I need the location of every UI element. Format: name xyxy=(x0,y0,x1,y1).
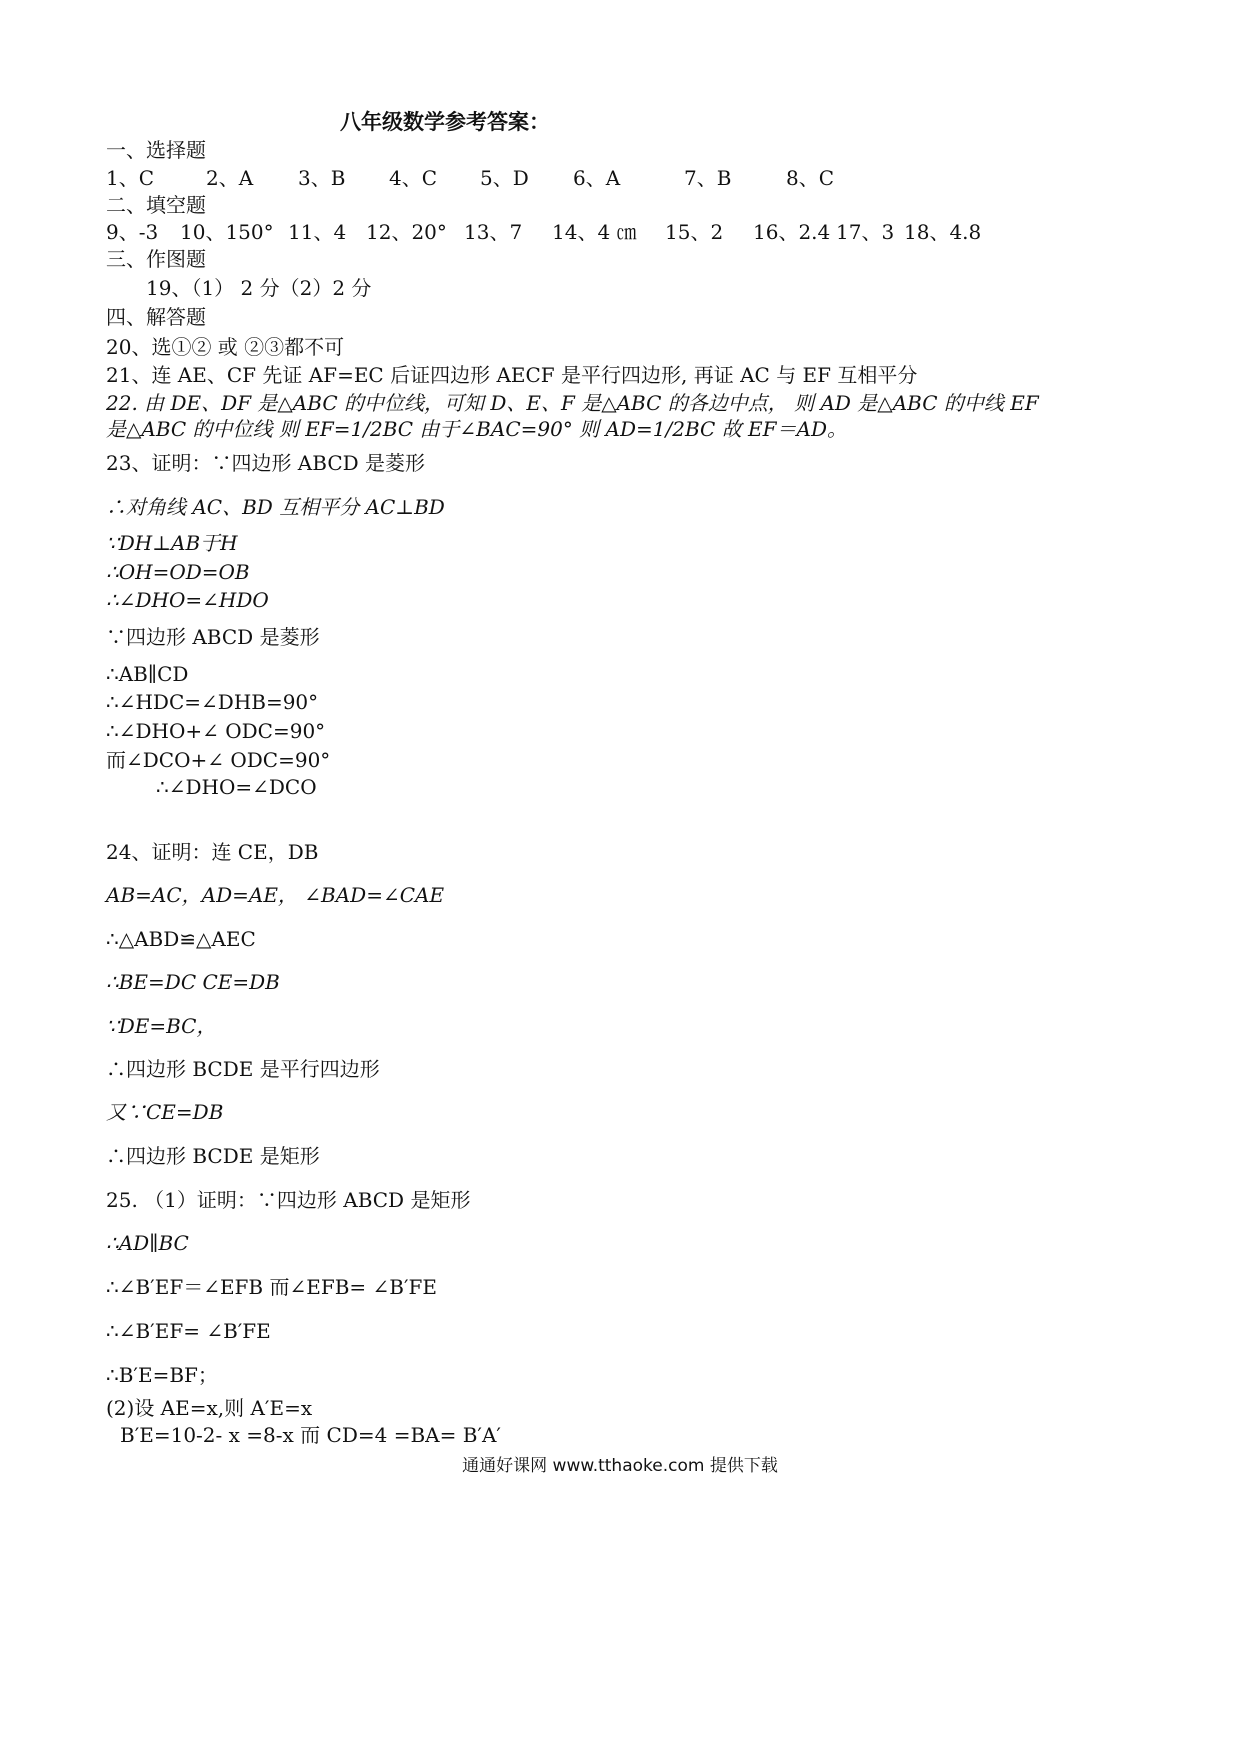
answer-13: 13、7 xyxy=(464,220,523,244)
proof-25-line: (2)设 AE=x,则 A′E=x xyxy=(106,1396,313,1420)
proof-23-line: 23、证明：∵四边形 ABCD 是菱形 xyxy=(106,451,426,475)
answer-3: 3、B xyxy=(298,166,346,190)
page-title: 八年级数学参考答案： xyxy=(340,109,550,134)
section-heading-solutions: 四、解答题 xyxy=(106,305,206,329)
answer-2: 2、A xyxy=(206,166,254,190)
page-footer: 通通好课网 www.tthaoke.com 提供下载 xyxy=(462,1456,778,1476)
proof-25-line: ∴∠B′EF＝∠EFB 而∠EFB= ∠B′FE xyxy=(106,1275,438,1299)
proof-25-line: 25. （1）证明：∵四边形 ABCD 是矩形 xyxy=(106,1188,471,1212)
answer-20: 20、选①② 或 ②③都不可 xyxy=(106,335,345,359)
answer-21: 21、连 AE、CF 先证 AF=EC 后证四边形 AECF 是平行四边形, 再证 AC 与 EF 互相平分 xyxy=(106,363,918,387)
answer-9: 9、-3 xyxy=(106,220,159,244)
proof-23-line: ∴OH=OD=OB xyxy=(106,560,250,584)
answer-17: 17、3 xyxy=(836,220,895,244)
answer-16: 16、2.4 xyxy=(753,220,831,244)
answer-22-line-2: 是△ABC 的中位线 则 EF=1/2BC 由于∠BAC=90° 则 AD=1/2BC 故 EF＝AD。 xyxy=(106,417,848,441)
proof-24-line: 又∵CE=DB xyxy=(106,1100,224,1124)
proof-23-line: ∴对角线 AC、BD 互相平分 AC⊥BD xyxy=(106,495,445,519)
proof-23-line: ∵四边形 ABCD 是菱形 xyxy=(106,625,320,649)
proof-24-line: 24、证明：连 CE，DB xyxy=(106,840,319,864)
answer-8: 8、C xyxy=(786,166,835,190)
answer-14: 14、4 ㎝ xyxy=(552,220,637,244)
proof-24-line: ∴BE=DC CE=DB xyxy=(106,970,280,994)
section-heading-choice: 一、选择题 xyxy=(106,138,206,162)
choice-answers-row xyxy=(0,166,1240,190)
proof-23-line: ∴∠DHO=∠HDO xyxy=(106,588,269,612)
answer-15: 15、2 xyxy=(665,220,724,244)
proof-23-line: ∴AB∥CD xyxy=(106,662,189,686)
proof-25-line: B′E=10-2- x =8-x 而 CD=4 =BA= B′A′ xyxy=(120,1423,501,1447)
proof-25-line: ∴AD∥BC xyxy=(106,1231,189,1255)
proof-24-line: ∵DE=BC， xyxy=(106,1014,217,1038)
answer-5: 5、D xyxy=(480,166,529,190)
answer-11: 11、4 xyxy=(288,220,347,244)
proof-23-line: ∴∠HDC=∠DHB=90° xyxy=(106,690,319,714)
answer-6: 6、A xyxy=(573,166,621,190)
answer-12: 12、20° xyxy=(366,220,447,244)
answer-22-line-1: 22. 由 DE、DF 是△ABC 的中位线，可知 D、E、F 是△ABC 的各边中点， 则 AD 是△ABC 的中线 EF xyxy=(106,391,1039,415)
proof-25-line: ∴B′E=BF； xyxy=(106,1363,218,1387)
proof-25-line: ∴∠B′EF= ∠B′FE xyxy=(106,1319,271,1343)
proof-24-line: AB=AC，AD=AE， ∠BAD=∠CAE xyxy=(106,883,445,907)
answer-18: 18、4.8 xyxy=(904,220,982,244)
answer-7: 7、B xyxy=(684,166,732,190)
proof-24-line: ∴四边形 BCDE 是平行四边形 xyxy=(106,1057,380,1081)
answer-4: 4、C xyxy=(389,166,438,190)
proof-24-line: ∴△ABD≌△AEC xyxy=(106,927,256,951)
proof-23-line: 而∠DCO+∠ ODC=90° xyxy=(106,748,331,772)
answer-10: 10、150° xyxy=(180,220,274,244)
section-heading-drawing: 三、作图题 xyxy=(106,247,206,271)
proof-24-line: ∴四边形 BCDE 是矩形 xyxy=(106,1144,320,1168)
proof-23-line: ∵DH⊥AB于H xyxy=(106,531,238,555)
answer-19: 19、（1） 2 分（2）2 分 xyxy=(146,276,372,300)
fill-answers-row xyxy=(0,220,1240,244)
proof-23-line: ∴∠DHO=∠DCO xyxy=(156,775,317,799)
answer-1: 1、C xyxy=(106,166,155,190)
proof-23-line: ∴∠DHO+∠ ODC=90° xyxy=(106,719,326,743)
section-heading-fill: 二、填空题 xyxy=(106,193,206,217)
